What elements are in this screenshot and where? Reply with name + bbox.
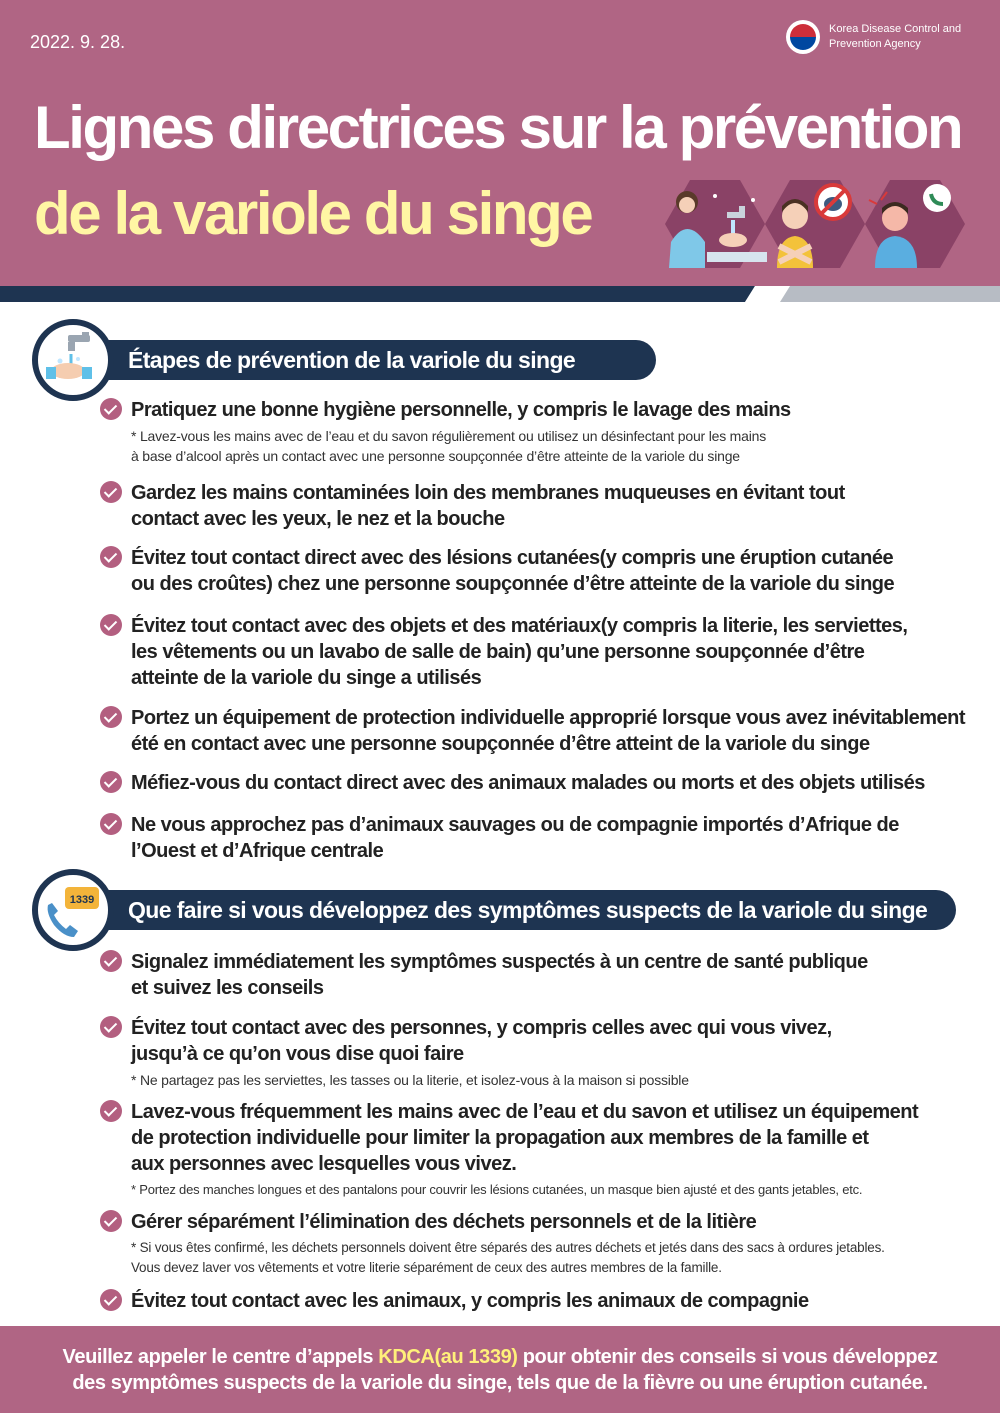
check-icon: [100, 546, 122, 568]
check-icon: [100, 1289, 122, 1311]
prevention-step-item: [100, 770, 980, 796]
check-icon: [100, 771, 122, 793]
phone-1339-icon: [38, 875, 108, 945]
prevention-step-text: Ne vous approchez pas d’animaux sauvages ou de compagnie importés d’Afrique de l’Ouest et d’Afrique centrale: [131, 814, 899, 862]
prevention-step-note: * Lavez-vous les mains avec de l’eau et du savon régulièrement ou utilisez un désinfectant pour les mains à base d’alcool après un contact avec une personne soupçonnée d’être atteinte de la variole du singe: [131, 428, 767, 464]
check-icon: [100, 398, 122, 420]
symptom-action-item: [100, 1288, 980, 1314]
check-icon: [100, 614, 122, 636]
symptom-action-text: Gérer séparément l’élimination des déchets personnels et de la litière: [131, 1211, 757, 1233]
prevention-step-item: [100, 480, 980, 532]
publication-date: 2022. 9. 28.: [30, 32, 126, 52]
agency-logo-block: [786, 20, 989, 54]
header-divider-stripe: [0, 286, 1000, 302]
check-icon: [100, 1016, 122, 1038]
symptom-action-note: * Portez des manches longues et des pantalons pour couvrir les lésions cutanées, un masque bien ajusté et des gants jetables, etc.: [131, 1182, 863, 1197]
header-banner: [0, 0, 1000, 286]
symptom-action-item: [100, 1099, 980, 1200]
symptom-action-note: * Si vous êtes confirmé, les déchets personnels doivent être séparés des autres déchets et jetés dans des sacs à ordures jetables. Vous devez laver vos vêtements et votre literie séparément de ceux des autres membres de la famille.: [131, 1240, 885, 1275]
prevention-step-item: [100, 812, 980, 864]
symptom-action-item: [100, 1015, 980, 1090]
check-icon: [100, 1210, 122, 1232]
prevention-step-text: Gardez les mains contaminées loin des membranes muqueuses en évitant tout contact avec les yeux, le nez et la bouche: [131, 482, 845, 530]
footer-line1-after: pour obtenir des conseils si vous développez: [517, 1346, 938, 1368]
symptom-action-item: [100, 949, 980, 1001]
agency-name-line1: Korea Disease Control and: [829, 23, 962, 35]
symptom-action-text: Signalez immédiatement les symptômes suspectés à un centre de santé publique et suivez les conseils: [131, 951, 868, 999]
agency-name: [829, 22, 989, 52]
section2-title: Que faire si vous développez des symptômes suspects de la variole du singe: [86, 890, 956, 930]
symptom-action-text: Lavez-vous fréquemment les mains avec de l’eau et du savon et utilisez un équipement de protection individuelle pour limiter la propagation aux membres de la famille et aux personnes avec lesquelles vous vivez.: [131, 1101, 919, 1175]
agency-name-line2: Prevention Agency: [829, 38, 921, 50]
hand-washing-icon: [38, 325, 108, 395]
symptom-action-item: [100, 1209, 980, 1278]
hand-washing-illustration-icon: [665, 180, 767, 268]
prevention-illustrations: [655, 172, 965, 276]
kdca-hotline: KDCA(au 1339): [378, 1346, 518, 1368]
section1-title: Étapes de prévention de la variole du singe: [86, 340, 656, 380]
prevention-step-item: [100, 545, 980, 597]
taegeuk-logo-icon: [786, 20, 820, 54]
prevention-step-text: Pratiquez une bonne hygiène personnelle, y compris le lavage des mains: [131, 399, 791, 421]
symptom-action-text: Évitez tout contact avec des personnes, y compris celles avec qui vous vivez, jusqu’à ce qu’on vous dise quoi faire: [131, 1017, 832, 1065]
check-icon: [100, 481, 122, 503]
phone-number-label: 1339: [69, 894, 95, 906]
check-icon: [100, 706, 122, 728]
prevention-step-text: Méfiez-vous du contact direct avec des animaux malades ou morts et des objets utilisés: [131, 772, 925, 794]
page-title-line2: de la variole du singe: [34, 180, 592, 247]
footer-callout: [0, 1326, 1000, 1413]
prevention-step-text: Portez un équipement de protection individuelle approprié lorsque vous avez inévitablement été en contact avec une personne soupçonnée d’être atteint de la variole du singe: [131, 707, 966, 755]
symptom-action-text: Évitez tout contact avec les animaux, y compris les animaux de compagnie: [131, 1290, 809, 1312]
phone-call-illustration-icon: [865, 180, 965, 268]
page-title-line1: Lignes directrices sur la prévention: [34, 94, 962, 161]
phone-section-icon: [32, 869, 114, 951]
symptom-action-note: * Ne partagez pas les serviettes, les tasses ou la literie, et isolez-vous à la maison si possible: [131, 1072, 689, 1088]
prevention-step-text: Évitez tout contact direct avec des lésions cutanées(y compris une éruption cutanée ou des croûtes) chez une personne soupçonnée d’être atteinte de la variole du singe: [131, 547, 895, 595]
hand-washing-section-icon: [32, 319, 114, 401]
footer-line1: [0, 1344, 1000, 1370]
check-icon: [100, 950, 122, 972]
prevention-step-text: Évitez tout contact avec des objets et des matériaux(y compris la literie, les serviettes, les vêtements ou un lavabo de salle de bain) qu’une personne soupçonnée d’être atteinte de la variole du singe a utilisés: [131, 615, 908, 689]
footer-line1-before: Veuillez appeler le centre d’appels: [62, 1346, 379, 1368]
check-icon: [100, 813, 122, 835]
prevention-step-item: [100, 613, 980, 691]
footer-line2: des symptômes suspects de la variole du singe, tels que de la fièvre ou une éruption cutanée.: [72, 1372, 928, 1394]
prevention-step-item: [100, 397, 980, 466]
check-icon: [100, 1100, 122, 1122]
prevention-step-item: [100, 705, 980, 757]
no-contact-illustration-icon: [765, 180, 865, 268]
